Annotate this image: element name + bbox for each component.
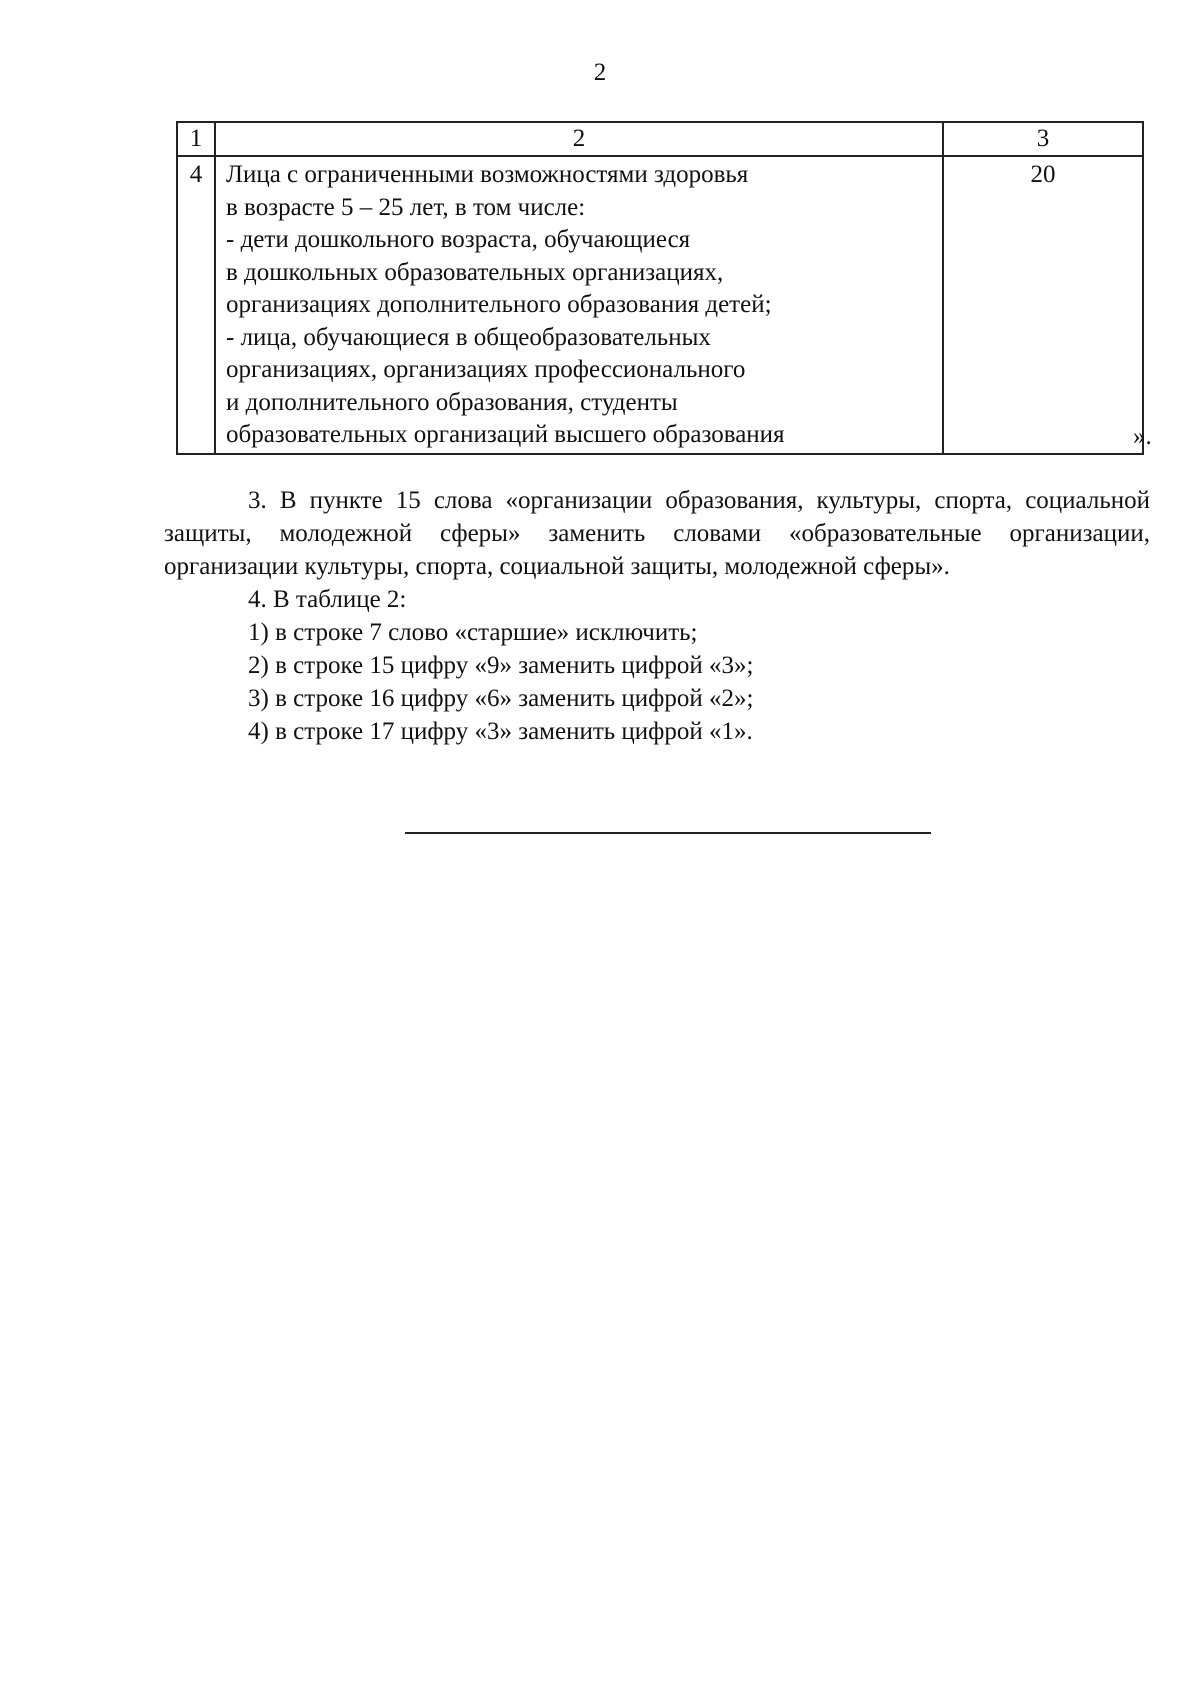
list-item: 3) в строке 16 цифру «6» заменить цифрой «2»; <box>248 685 754 712</box>
row-number-cell: 4 <box>177 156 215 454</box>
description-line: в возрасте 5 – 25 лет, в том числе: <box>226 193 586 221</box>
table-header-cell: 2 <box>215 122 943 156</box>
description-line: - дети дошкольного возраста, обучающиеся <box>226 226 691 253</box>
row-description-cell <box>215 156 943 454</box>
table-header-row <box>177 122 1143 156</box>
end-divider-line <box>405 832 931 834</box>
table-header-cell: 3 <box>943 122 1143 156</box>
list-item: 1) в строке 7 слово «старшие» исключить; <box>248 619 698 646</box>
description-line: и дополнительного образования, студенты <box>226 388 678 416</box>
amendment-table-wrapper <box>176 121 1144 455</box>
description-line: организациях, организациях профессионального <box>226 356 746 383</box>
description-line: - лица, обучающиеся в общеобразовательных <box>226 323 711 351</box>
table-header-cell: 1 <box>177 122 215 156</box>
description-line: Лица с ограниченными возможностями здоровья <box>226 161 749 188</box>
paragraph-3: 3. В пункте 15 слова «организации образования, культуры, спорта, социальной защиты, молодежной сферы» заменить словами «образовательные организации, организации культуры, спорта, социальной защиты, молодежной сферы». <box>164 487 1150 580</box>
list-item: 4) в строке 17 цифру «3» заменить цифрой «1». <box>248 718 753 745</box>
closing-quote: ». <box>1133 423 1152 450</box>
amendment-table <box>176 121 1144 455</box>
table-row <box>177 156 1143 454</box>
page-number: 2 <box>593 59 607 86</box>
description-line: в дошкольных образовательных организациях, <box>226 258 724 286</box>
description-line: образовательных организаций высшего образования <box>226 421 785 448</box>
description-line: организациях дополнительного образования детей; <box>226 291 772 318</box>
row-value-cell: 20 <box>943 156 1143 454</box>
amendment-paragraphs <box>164 484 1150 748</box>
list-item: 2) в строке 15 цифру «9» заменить цифрой «3»; <box>248 652 754 679</box>
paragraph-4: 4. В таблице 2: <box>248 586 407 613</box>
